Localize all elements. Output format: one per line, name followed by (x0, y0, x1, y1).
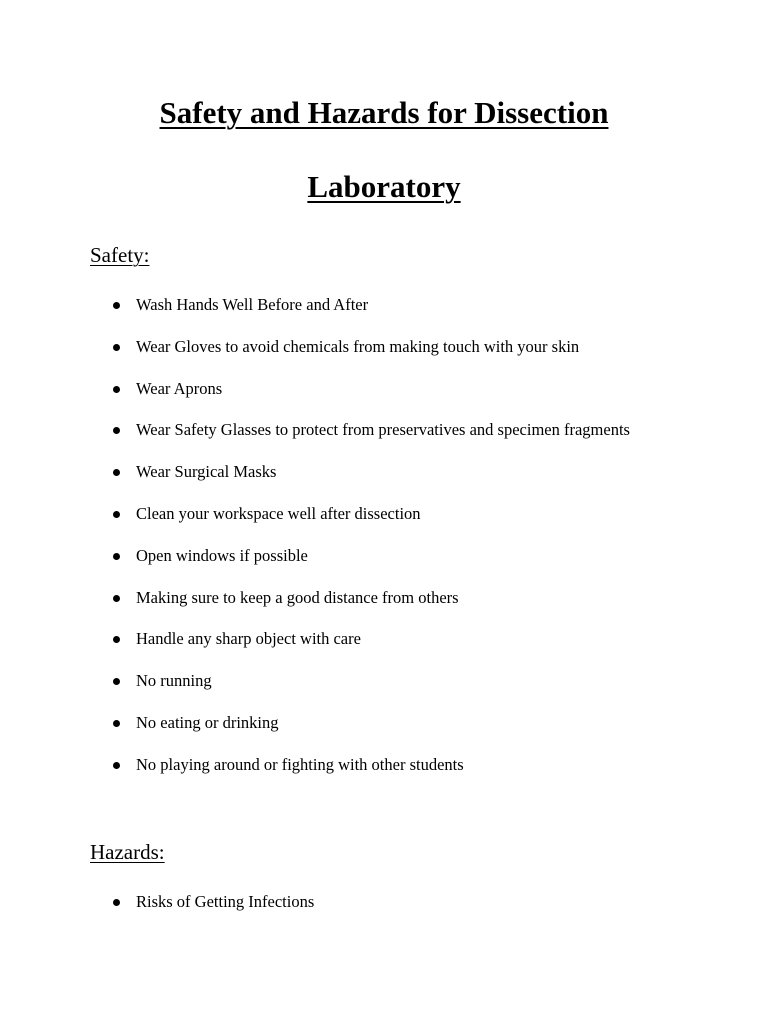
safety-item-text: Wash Hands Well Before and After (136, 295, 369, 314)
safety-list-item (0, 711, 768, 753)
safety-list-item (0, 502, 768, 544)
bullet-icon (113, 386, 120, 393)
bullet-icon (113, 511, 120, 518)
bullet-icon (113, 899, 120, 906)
safety-item-text: No eating or drinking (136, 712, 279, 732)
hazards-section-heading: Hazards: (90, 840, 165, 864)
bullet-icon (113, 553, 120, 560)
safety-section-heading: Safety: (90, 243, 150, 267)
bullet-icon (113, 344, 120, 351)
safety-list-item (0, 377, 768, 419)
safety-list-item (0, 669, 768, 711)
bullet-icon (113, 595, 120, 602)
hazards-list (0, 890, 768, 932)
page-title: Safety and Hazards for Dissection (159, 95, 609, 130)
page-title-continued: Laboratory (307, 169, 461, 204)
hazards-list-item (0, 890, 768, 932)
safety-item-text: Clean your workspace well after dissection (136, 503, 421, 523)
safety-item-text: Wear Safety Glasses to protect from preservatives and specimen fragments (136, 420, 630, 440)
safety-list-item (0, 753, 768, 795)
safety-list-item (0, 460, 768, 502)
safety-item-text: No running (136, 671, 212, 691)
safety-list-item (0, 627, 768, 669)
bullet-icon (113, 469, 120, 476)
bullet-icon (113, 302, 120, 309)
bullet-icon (113, 636, 120, 643)
safety-item-text: Wear Gloves to avoid chemicals from making touch with your skin (136, 336, 580, 356)
safety-item-text: Making sure to keep a good distance from others (136, 587, 459, 607)
safety-list-item (0, 335, 768, 377)
safety-list-item (0, 586, 768, 628)
bullet-icon (113, 720, 120, 727)
bullet-icon (113, 762, 120, 769)
safety-item-text: Wear Aprons (136, 378, 223, 398)
safety-item-text: No playing around or fighting with other students (136, 754, 464, 774)
safety-list-item (0, 544, 768, 586)
safety-item-text: Handle any sharp object with care (136, 629, 361, 649)
hazards-item-text: Risks of Getting Infections (136, 892, 315, 911)
bullet-icon (113, 678, 120, 685)
bullet-icon (113, 427, 120, 434)
safety-list-item (0, 293, 768, 335)
safety-item-text: Open windows if possible (136, 545, 308, 565)
safety-list-item (0, 418, 768, 460)
safety-item-text: Wear Surgical Masks (136, 462, 277, 482)
safety-list (0, 293, 768, 795)
